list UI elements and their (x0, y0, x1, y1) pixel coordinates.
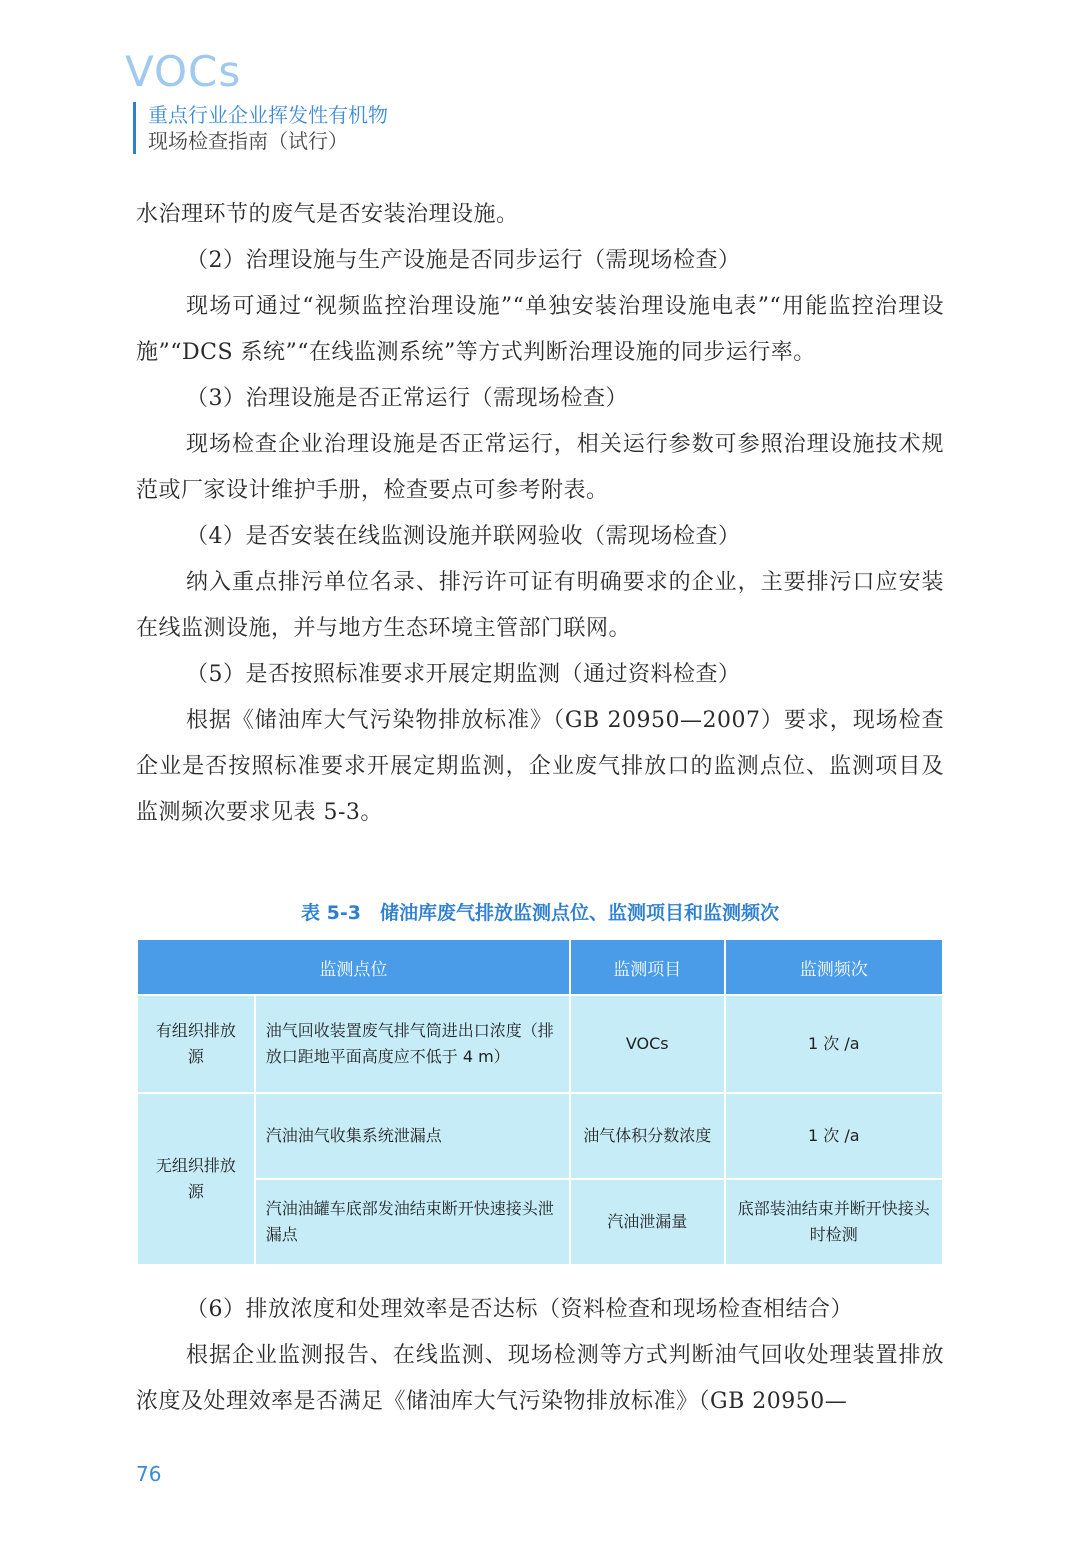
header-title-block (133, 102, 388, 154)
header-title-line2: 现场检查指南（试行） (148, 129, 348, 153)
header-monitoring-item: 监测项目 (570, 939, 725, 995)
cell-frequency: 1 次 /a (725, 995, 943, 1093)
body-text-bottom (136, 1287, 944, 1425)
header-monitoring-frequency: 监测频次 (725, 939, 943, 995)
table-header-row (137, 939, 943, 995)
cell-item: VOCs (570, 995, 725, 1093)
subheading: （5）是否按照标准要求开展定期监测（通过资料检查） (186, 662, 741, 687)
page-number: 76 (136, 1462, 162, 1486)
paragraph: 水治理环节的废气是否安装治理设施。 (136, 202, 519, 227)
paragraph: 纳入重点排污单位名录、排污许可证有明确要求的企业，主要排污口应安装在线监测设施，并与地方生态环境主管部门联网。 (136, 570, 944, 641)
table-caption: 表 5-3 储油库废气排放监测点位、监测项目和监测频次 (301, 902, 779, 924)
paragraph: 根据企业监测报告、在线监测、现场检测等方式判断油气回收处理装置排放浓度及处理效率是否满足《储油库大气污染物排放标准》（GB 20950— (136, 1343, 944, 1414)
header-title-line1: 重点行业企业挥发性有机物 (148, 103, 388, 127)
subheading: （4）是否安装在线监测设施并联网验收（需现场检查） (186, 524, 741, 549)
header-monitoring-point: 监测点位 (137, 939, 570, 995)
table-row (137, 995, 943, 1093)
cell-frequency: 底部装油结束并断开快接头时检测 (725, 1179, 943, 1265)
paragraph: 现场检查企业治理设施是否正常运行，相关运行参数可参照治理设施技术规范或厂家设计维护手册，检查要点可参考附表。 (136, 432, 944, 503)
group-label-organized: 有组织排放源 (137, 995, 255, 1093)
cell-frequency: 1 次 /a (725, 1093, 943, 1179)
cell-point: 汽油油气收集系统泄漏点 (255, 1093, 570, 1179)
subheading: （2）治理设施与生产设施是否同步运行（需现场检查） (186, 248, 741, 273)
group-label-fugitive: 无组织排放源 (137, 1093, 255, 1265)
paragraph: 根据《储油库大气污染物排放标准》（GB 20950—2007）要求，现场检查企业是否按照标准要求开展定期监测，企业废气排放口的监测点位、监测项目及监测频次要求见表 5-3。 (136, 708, 944, 825)
subheading: （3）治理设施是否正常运行（需现场检查） (186, 386, 628, 411)
table-row (137, 1179, 943, 1265)
cell-point: 油气回收装置废气排气筒进出口浓度（排放口距地平面高度应不低于 4 m） (255, 995, 570, 1093)
paragraph: 现场可通过“视频监控治理设施”“单独安装治理设施电表”“用能监控治理设施”“DCS 系统”“在线监测系统”等方式判断治理设施的同步运行率。 (136, 294, 944, 365)
body-text-top (136, 192, 944, 836)
monitoring-table (136, 938, 944, 1266)
subheading: （6）排放浓度和处理效率是否达标（资料检查和现场检查相结合） (186, 1297, 853, 1322)
page-header (125, 48, 388, 154)
cell-point: 汽油油罐车底部发油结束断开快速接头泄漏点 (255, 1179, 570, 1265)
cell-item: 油气体积分数浓度 (570, 1093, 725, 1179)
vocs-logo: VOCs (125, 47, 242, 96)
table-row (137, 1093, 943, 1179)
cell-item: 汽油泄漏量 (570, 1179, 725, 1265)
